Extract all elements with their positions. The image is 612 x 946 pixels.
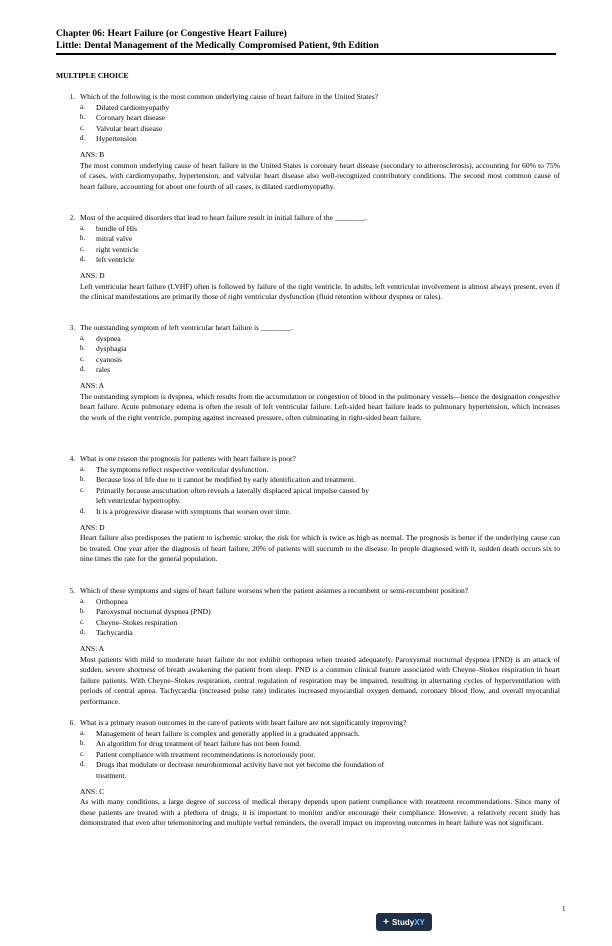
badge-brand: Study <box>391 917 415 927</box>
answer-key: ANS: B <box>80 149 105 159</box>
option-a: a. dyspnea <box>80 333 121 343</box>
question-number: 6. <box>69 719 75 727</box>
option-b: b. Because loss of life due to it cannot be modified by early identification and treatment. <box>80 475 356 485</box>
option-c: c. cyanosis <box>80 354 122 364</box>
answer-key: ANS: D <box>80 522 105 532</box>
question-number: 3. <box>69 324 75 332</box>
option-a: a. bundle of His <box>80 223 138 233</box>
option-a: a. Orthopnea <box>80 596 128 606</box>
question-stem: What is one reason the prognosis for patients with heart failure is poor? <box>80 454 296 463</box>
option-d: d. It is a progressive disease with symptoms that worsen over time. <box>80 506 291 516</box>
rationale: Heart failure also predisposes the patient to ischemic stroke, the risk for which is twice as high as normal. The prognosis is better if the underlying cause can be treated. One year after the diagnosis of heart failure, 20% of patients will succumb to the disease. In people diagnosed with it, sudden death occurs six to nine times the rate for the general population. <box>80 533 560 564</box>
options-list <box>80 729 410 782</box>
rationale: The most common underlying cause of heart failure in the United States is coronary heart disease (secondary to atherosclerosis), accounting for 60% to 75% of cases, with cardiomyopathy, hypertension, and valvular heart disease also well-recognized contributory conditions. The second most common cause of heart failure, accounting for about one fourth of all cases, is dilated cardiomyopathy. <box>80 160 560 191</box>
option-b: b. dysphagia <box>80 344 127 354</box>
option-b: b. mitral valve <box>80 234 133 244</box>
italic-term: congestive <box>528 391 560 401</box>
question-6 <box>56 718 560 829</box>
option-c: c. Valvular heart disease <box>80 123 163 133</box>
document-header <box>56 28 556 52</box>
book-title: Little: Dental Management of the Medically Compromised Patient, 9th Edition <box>56 40 379 51</box>
options-list <box>80 334 560 376</box>
options-list <box>80 103 560 145</box>
badge-brand-accent: XY <box>414 917 425 927</box>
question-stem: Which of the following is the most common underlying cause of heart failure in the United States? <box>80 92 379 101</box>
studyxy-badge[interactable] <box>376 913 432 931</box>
question-3 <box>56 323 560 423</box>
options-list <box>80 224 560 266</box>
option-b: b. Paroxysmal nocturnal dyspnea (PND) <box>80 607 211 617</box>
option-d: d. Hypertension <box>80 134 137 144</box>
rationale: Most patients with mild to moderate heart failure do not exhibit orthopnea when treated adequately. Paroxysmal nocturnal dyspnea (PND) is an attack of sudden, severe shortness of breath awakening the patient from sleep. PND is a common clinical feature associated with Cheyne–Stokes respiration in heart failure patients. With Cheyne–Stokes respiration, central regulation of respiration may be impaired, resulting in alternating cycles of hyperventilation with periods of central apnea. Tachycardia (increased pulse rate) indicates increased myocardial oxygen demand, coronary blood flow, and overall myocardial performance. <box>80 654 560 706</box>
answer-key: ANS: A <box>80 380 105 390</box>
question-stem: Most of the acquired disorders that lead to heart failure result in initial failure of the ________. <box>80 213 367 222</box>
option-d: d. rales <box>80 365 111 375</box>
chapter-title: Chapter 06: Heart Failure (or Congestive Heart Failure) <box>56 28 287 39</box>
question-stem: The outstanding symptom of left ventricular heart failure is ________. <box>80 323 293 332</box>
question-1 <box>56 92 560 192</box>
question-5 <box>56 586 560 708</box>
option-d: d. Tachycardia <box>80 628 133 638</box>
options-list <box>80 465 380 518</box>
option-c: c. Primarily because auscultation often reveals a laterally displaced apical impulse caused by left ventricular hypertrophy. <box>80 485 370 506</box>
option-c: c. right ventricle <box>80 244 139 254</box>
rationale: Left ventricular heart failure (LVHF) often is followed by failure of the right ventricle. In adults, left ventricular involvement is almost always present, even if the clinical manifestations are primarily those of right ventricular dysfunction (fluid retention without dyspnea or rales). <box>80 281 560 302</box>
page-number: 1 <box>562 905 566 913</box>
option-a: a. Management of heart failure is complex and generally applied in a graduated approach. <box>80 728 360 738</box>
answer-key: ANS: D <box>80 270 105 280</box>
answer-key: ANS: C <box>80 786 105 796</box>
question-stem: Which of these symptoms and signs of heart failure worsens when the patient assumes a recumbent or semi-recumbent position? <box>80 586 469 595</box>
question-number: 1. <box>69 93 75 101</box>
question-number: 2. <box>69 214 75 222</box>
option-b: b. An algorithm for drug treatment of heart failure has not been found. <box>80 739 301 749</box>
plus-icon: + <box>383 916 389 928</box>
rationale: As with many conditions, a large degree of success of medical therapy depends upon patient compliance with treatment recommendations. Since many of these patients are treated with a plethora of drugs, it is important to monitor and/or encourage their compliance. However, a relatively recent study has demonstrated that even after telemonitoring and multiple verbal reminders, the overall impact on improving outcomes in heart failure was not significant. <box>80 797 560 828</box>
option-d: d. left ventricle <box>80 255 135 265</box>
option-a: a. Dilated cardiomyopathy <box>80 102 170 112</box>
option-c: c. Patient compliance with treatment recommendations is notoriously poor. <box>80 749 316 759</box>
option-d: d. Drugs that modulate or decrease neurohormonal activity have not yet become the foundation of treatment. <box>80 760 385 780</box>
question-number: 5. <box>69 587 75 595</box>
header-rule <box>56 53 556 55</box>
options-list <box>80 597 560 639</box>
rationale: The outstanding symptom is dyspnea, which results from the accumulation or congestion of blood in the pulmonary vessels—hence the designation congestive heart failure. Acute pulmonary edema is often the result of left ventricular failure. Left-sided heart failure leads to pulmonary hypertension, which increases the work of the right ventricle, pumping against increased pressure, often culminating in right-sided heart failure. <box>80 391 560 422</box>
option-b: b. Coronary heart disease <box>80 113 166 123</box>
section-title: MULTIPLE CHOICE <box>56 71 129 80</box>
question-4 <box>56 454 560 565</box>
question-2 <box>56 213 560 303</box>
answer-key: ANS: A <box>80 643 105 653</box>
question-number: 4. <box>69 455 75 463</box>
option-c: c. Cheyne–Stokes respiration <box>80 617 178 627</box>
option-a: a. The symptoms reflect respective ventricular dysfunction. <box>80 464 269 474</box>
question-stem: What is a primary reason outcomes in the care of patients with heart failure are not significantly improving? <box>80 718 407 727</box>
